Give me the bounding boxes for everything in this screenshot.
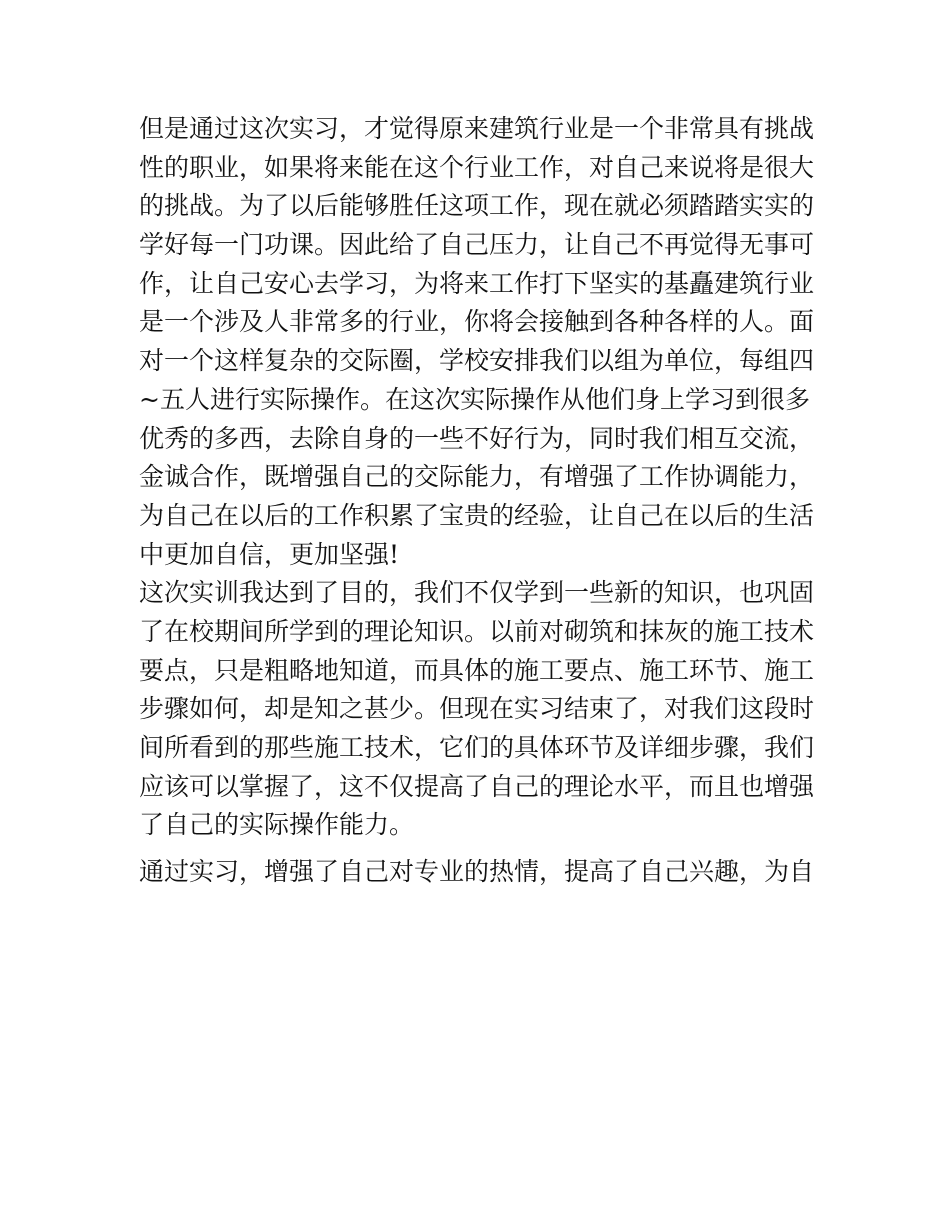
paragraph-spacer xyxy=(139,845,829,853)
text-line: 性的职业，如果将来能在这个行业工作，对自己来说将是很大 xyxy=(139,152,815,182)
text-line: 中更加自信，更加坚强! xyxy=(139,539,400,569)
text-line: 这次实训我达到了目的，我们不仅学到一些新的知识，也巩固 xyxy=(139,578,815,608)
text-line: 通过实习，增强了自己对专业的热情，提高了自己兴趣，为自 xyxy=(139,857,815,887)
text-line: ~五人进行实际操作。在这次实际操作从他们身上学习到很多 xyxy=(139,384,810,414)
text-line: 金诚合作，既增强自己的交际能力，有增强了工作协调能力， xyxy=(139,462,815,492)
text-line: 应该可以掌握了，这不仅提高了自己的理论水平，而且也增强 xyxy=(139,771,815,801)
text-line: 优秀的多西，去除自身的一些不好行为，同时我们相互交流， xyxy=(139,423,815,453)
document-body xyxy=(139,110,829,892)
paragraph-3 xyxy=(139,853,829,892)
text-line: 对一个这样复杂的交际圈，学校安排我们以组为单位，每组四 xyxy=(139,346,815,376)
text-line: 作，让自己安心去学习，为将来工作打下坚实的基矗建筑行业 xyxy=(139,268,815,298)
text-line: 为自己在以后的工作积累了宝贵的经验，让自己在以后的生活 xyxy=(139,500,815,530)
text-line: 了自己的实际操作能力。 xyxy=(139,810,415,840)
text-line: 了在校期间所学到的理论知识。以前对砌筑和抹灰的施工技术 xyxy=(139,616,815,646)
text-line: 要点，只是粗略地知道，而具体的施工要点、施工环节、施工 xyxy=(139,655,815,685)
text-line: 但是通过这次实习，才觉得原来建筑行业是一个非常具有挑战 xyxy=(139,114,815,143)
paragraph-1 xyxy=(139,110,829,574)
text-line: 的挑战。为了以后能够胜任这项工作，现在就必须踏踏实实的 xyxy=(139,191,815,221)
text-line: 学好每一门功课。因此给了自己压力，让自己不再觉得无事可 xyxy=(139,230,815,260)
text-line: 间所看到的那些施工技术，它们的具体环节及详细步骤，我们 xyxy=(139,733,815,762)
paragraph-2 xyxy=(139,574,829,845)
text-line: 是一个涉及人非常多的行业，你将会接触到各种各样的人。面 xyxy=(139,307,815,337)
text-line: 步骤如何，却是知之甚少。但现在实习结束了，对我们这段时 xyxy=(139,694,815,724)
